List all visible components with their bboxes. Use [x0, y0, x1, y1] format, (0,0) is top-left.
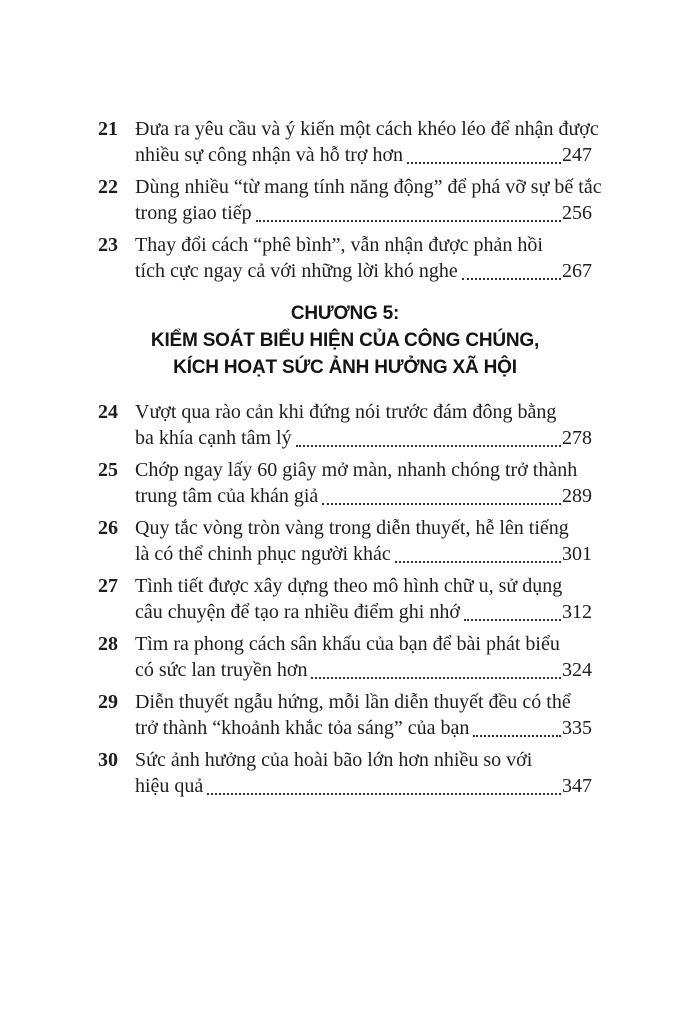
chapter-title-line2: KÍCH HOẠT SỨC ẢNH HƯỞNG XÃ HỘI — [173, 357, 517, 378]
toc-entry-title — [135, 689, 592, 741]
toc-entry-title-line2: nhiều sự công nhận và hỗ trợ hơn — [135, 144, 404, 166]
dot-leader — [296, 425, 561, 451]
dot-leader — [464, 599, 561, 625]
toc-entry — [98, 631, 592, 683]
toc-entry-title-line2-row — [135, 599, 592, 625]
chapter-number: CHƯƠNG 5: — [290, 303, 400, 324]
toc-entry-title-line2: có sức lan truyền hơn — [135, 659, 308, 681]
toc-entry-title-line2: trung tâm của khán giả — [135, 485, 319, 507]
toc-entry-page-number: 256 — [562, 202, 592, 224]
toc-entry-title-line2: là có thể chinh phục người khác — [135, 543, 391, 565]
toc-entry-title — [135, 232, 592, 284]
toc-entry-page-number: 324 — [562, 659, 592, 681]
toc-entry-number: 28 — [98, 633, 118, 655]
toc-entry — [98, 573, 592, 625]
toc-entry-title-line2-row — [135, 657, 592, 683]
toc-entry-page-number: 335 — [562, 717, 592, 739]
dot-leader — [462, 258, 561, 284]
toc-entry-page-number: 312 — [562, 601, 592, 623]
toc-entry-title-line1: Vượt qua rào cản khi đứng nói trước đám đông bằng — [135, 401, 557, 423]
toc-entry-title — [135, 399, 592, 451]
toc-entry-page-number: 247 — [562, 144, 592, 166]
dot-leader — [395, 541, 561, 567]
toc-entry-number: 23 — [98, 234, 118, 256]
toc-entry — [98, 116, 599, 168]
toc-entry-title-line1: Sức ảnh hưởng của hoài bão lớn hơn nhiều so với — [135, 749, 533, 771]
toc-entry — [98, 457, 592, 509]
toc-entry — [98, 399, 592, 451]
toc-entry-title — [135, 457, 592, 509]
toc-entry-page-number: 267 — [562, 260, 592, 282]
toc-entry-title-line2-row — [135, 773, 592, 799]
toc-entry — [98, 232, 592, 284]
toc-entry-title-line2: trong giao tiếp — [135, 202, 252, 224]
chapter-heading — [98, 300, 592, 381]
chapter-title-line1: KIỂM SOÁT BIỂU HIỆN CỦA CÔNG CHÚNG, — [150, 330, 540, 351]
toc-entry-title — [135, 116, 599, 168]
toc-entry-title-line1: Dùng nhiều “từ mang tính năng động” để phá vỡ sự bế tắc — [135, 176, 602, 198]
toc-entry-title-line1: Diễn thuyết ngẫu hứng, mỗi lần diễn thuyết đều có thể — [135, 691, 571, 713]
toc-entry-page-number: 289 — [562, 485, 592, 507]
toc-entry-title-line2-row — [135, 200, 592, 226]
toc-entry-title-line2-row — [135, 483, 592, 509]
toc-entry-title — [135, 515, 592, 567]
dot-leader — [322, 483, 561, 509]
toc-entry-number: 22 — [98, 176, 118, 198]
dot-leader — [256, 200, 561, 226]
toc-entry-title-line2: hiệu quả — [135, 775, 204, 797]
toc-entry-title — [135, 631, 592, 683]
toc-entry-title-line2-row — [135, 425, 592, 451]
toc-entry-title — [135, 174, 602, 226]
toc-entry-title-line1: Tình tiết được xây dựng theo mô hình chữ u, sử dụng — [135, 575, 563, 597]
toc-entry-page-number: 301 — [562, 543, 592, 565]
toc-entries-after-heading — [98, 399, 592, 799]
toc-entry-title-line2-row — [135, 715, 592, 741]
toc-entry-number: 25 — [98, 459, 118, 481]
toc-entry-title-line2: tích cực ngay cả với những lời khó nghe — [135, 260, 458, 282]
dot-leader — [207, 773, 561, 799]
toc-entry-title — [135, 747, 592, 799]
toc-entry-number: 26 — [98, 517, 118, 539]
toc-entry — [98, 747, 592, 799]
dot-leader — [407, 142, 561, 168]
toc-entry-title-line2: ba khía cạnh tâm lý — [135, 427, 292, 449]
toc-entry — [98, 515, 592, 567]
dot-leader — [473, 715, 561, 741]
toc-entry-title-line2-row — [135, 258, 592, 284]
toc-entry-title-line2: câu chuyện để tạo ra nhiều điểm ghi nhớ — [135, 601, 460, 623]
toc-entry-title-line1: Chớp ngay lấy 60 giây mở màn, nhanh chóng trở thành — [135, 459, 578, 481]
toc-entries-before-heading — [98, 116, 602, 284]
toc-entry — [98, 689, 592, 741]
toc-entry-title-line1: Thay đổi cách “phê bình”, vẫn nhận được phản hồi — [135, 234, 543, 256]
toc-entry-title — [135, 573, 592, 625]
toc-entry-title-line1: Quy tắc vòng tròn vàng trong diễn thuyết, hễ lên tiếng — [135, 517, 569, 539]
toc-entry-number: 29 — [98, 691, 118, 713]
toc-entry-title-line2-row — [135, 142, 592, 168]
toc-entry-title-line1: Đưa ra yêu cầu và ý kiến một cách khéo léo để nhận được — [135, 118, 599, 140]
toc-entry-number: 24 — [98, 401, 118, 423]
toc-entry-number: 27 — [98, 575, 118, 597]
toc-entry-number: 21 — [98, 118, 118, 140]
toc-entry — [98, 174, 602, 226]
toc-entry-title-line1: Tìm ra phong cách sân khấu của bạn để bài phát biểu — [135, 633, 560, 655]
dot-leader — [311, 657, 561, 683]
toc-entry-page-number: 347 — [562, 775, 592, 797]
toc-entry-title-line2: trở thành “khoảnh khắc tỏa sáng” của bạn — [135, 717, 470, 739]
toc-entry-number: 30 — [98, 749, 118, 771]
toc-entry-title-line2-row — [135, 541, 592, 567]
toc-entry-page-number: 278 — [562, 427, 592, 449]
